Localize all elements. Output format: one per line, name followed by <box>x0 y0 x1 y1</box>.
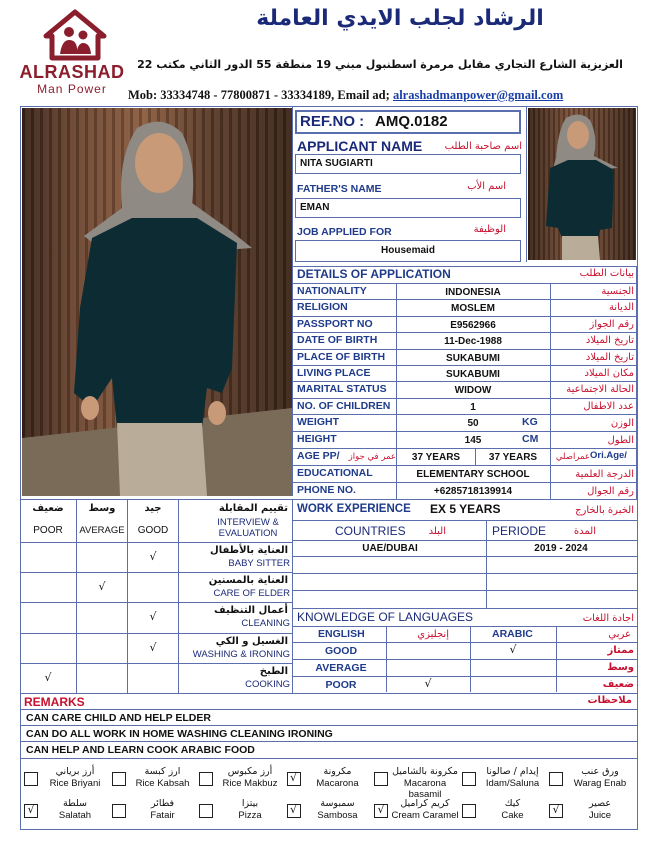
food-label-ar: كيك <box>504 798 521 809</box>
food-checkbox[interactable] <box>374 772 388 786</box>
food-label: Cake <box>501 810 524 821</box>
good-check: √ <box>149 610 157 624</box>
row-divider <box>293 659 637 660</box>
detail-label-ar: الديانة <box>608 302 634 314</box>
row-divider <box>293 316 637 317</box>
food-label: Macarona basamil <box>403 778 447 800</box>
food-label-ar: سلطة <box>63 798 87 809</box>
phone-value: +6285718139914 <box>433 486 513 497</box>
period-label-ar: المدة <box>573 526 596 537</box>
food-checkbox[interactable] <box>24 772 38 786</box>
applicant-full-photo <box>22 108 292 496</box>
food-checkbox[interactable] <box>112 772 126 786</box>
detail-label-ar: تاريخ الميلاد <box>585 335 634 347</box>
food-label-ar: أرز مكبوس <box>227 766 273 777</box>
food-label-ar: ارز كبسة <box>144 766 181 777</box>
period-label: PERIODE <box>492 524 547 538</box>
remarks-line-1: CAN CARE CHILD AND HELP ELDER <box>26 712 211 724</box>
food-label: Rice Kabsah <box>135 778 190 789</box>
english-level-check: √ <box>424 677 432 690</box>
job-label-ar: الوظيفة <box>473 224 506 235</box>
remarks-line-3: CAN HELP AND LEARN COOK ARABIC FOOD <box>26 744 255 756</box>
phone-label: PHONE NO. <box>297 484 356 496</box>
food-checkbox[interactable] <box>462 804 476 818</box>
food-checkbox[interactable] <box>199 772 213 786</box>
applicant-name-label: APPLICANT NAME <box>297 138 423 154</box>
evaluation-label-ar: تقييم المقابلة <box>218 503 288 514</box>
food-label: Salatah <box>58 810 92 821</box>
detail-label: RELIGION <box>297 301 348 314</box>
food-label-ar: كريم كراميل <box>400 798 450 809</box>
average-label-ar: وسط <box>88 503 116 514</box>
food-label: Warag Enab <box>573 778 627 789</box>
food-label: Idam/Saluna <box>485 778 540 789</box>
detail-label: NO. OF CHILDREN <box>297 399 391 412</box>
language-level-ar: وسط <box>607 662 634 673</box>
detail-value: 11-Dec-1988 <box>444 336 502 348</box>
good-check: √ <box>149 640 157 654</box>
food-label-ar: أرز برياني <box>55 766 95 777</box>
age-orig-label-ar: عمراصلي <box>555 452 590 462</box>
food-label-ar: ورق عنب <box>581 766 619 777</box>
work-experience-label: WORK EXPERIENCE <box>297 503 411 515</box>
details-header-ar: بيانات الطلب <box>579 268 634 279</box>
row-divider <box>20 572 293 573</box>
detail-label: PASSPORT NO <box>297 317 373 330</box>
average-check: √ <box>98 580 106 594</box>
education-label: EDUCATIONAL <box>297 467 373 479</box>
row-divider <box>20 602 293 603</box>
countries-label: COUNTRIES <box>335 524 406 538</box>
detail-label-ar: رقم الجواز <box>589 318 634 330</box>
poor-check: √ <box>44 670 52 684</box>
language-level-label: POOR <box>325 679 357 691</box>
age-label-ar: عمر في جواز <box>348 452 396 462</box>
applicant-small-photo <box>528 108 636 260</box>
skill-label-ar: العناية بالمسنين <box>208 575 288 587</box>
food-label: Cream Caramel <box>391 810 459 821</box>
skill-label-ar: الغسيل و الكي <box>215 635 288 647</box>
age-orig-value: 37 YEARS <box>488 452 538 463</box>
food-checkbox[interactable] <box>462 772 476 786</box>
english-label-ar: إنجليزي <box>417 629 449 640</box>
company-title-ar: الرشاد لجلب الايدي العاملة <box>256 6 544 31</box>
age-label: AGE PP/ <box>297 450 340 462</box>
education-value: ELEMENTARY SCHOOL <box>416 469 530 480</box>
skill-label: COOKING <box>245 678 290 690</box>
ref-value: AMQ.0182 <box>375 113 448 130</box>
weight-value: 50 <box>467 418 479 429</box>
applicant-name-label-ar: اسم صاحبة الطلب <box>444 141 522 152</box>
languages-header: KNOWLEDGE OF LANGUAGES <box>297 610 474 624</box>
detail-value: E9562966 <box>450 319 496 331</box>
height-label: HEIGHT <box>297 433 337 445</box>
language-level-ar: ممتاز <box>607 645 634 656</box>
food-checkbox[interactable] <box>549 772 563 786</box>
skill-label: CARE OF ELDER <box>213 588 290 600</box>
evaluation-label: INTERVIEW & EVALUATION <box>217 517 279 539</box>
poor-label-ar: ضعيف <box>32 503 64 514</box>
row-divider <box>20 663 293 664</box>
food-checkbox[interactable] <box>112 804 126 818</box>
good-label: GOOD <box>137 525 169 536</box>
food-label-ar: عصير <box>588 798 611 809</box>
logo-text: ALRASHAD <box>19 62 125 82</box>
weight-unit: KG <box>522 416 538 428</box>
food-label: Juice <box>588 810 612 821</box>
job-value: Housemaid <box>381 245 435 256</box>
contact-email[interactable]: alrashadmanpower@gmail.com <box>392 88 564 102</box>
detail-label: LIVING PLACE <box>297 367 371 379</box>
language-level-label: AVERAGE <box>315 662 367 674</box>
arabic-level-check: √ <box>509 643 517 656</box>
details-header: DETAILS OF APPLICATION <box>297 267 451 281</box>
detail-label: MARITAL STATUS <box>297 383 387 396</box>
weight-label: WEIGHT <box>297 416 339 428</box>
detail-label-ar: تاريخ الميلاد <box>585 351 634 363</box>
row-divider <box>293 332 637 333</box>
row-divider <box>293 676 637 677</box>
food-label: Fatair <box>150 810 175 821</box>
father-name-label: FATHER'S NAME <box>297 183 382 195</box>
father-name-label-ar: اسم الأب <box>467 181 506 192</box>
food-label: Pizza <box>238 810 262 821</box>
detail-label-ar: عدد الاطفال <box>583 400 634 412</box>
detail-label: DATE OF BIRTH <box>297 334 378 347</box>
person-figure <box>22 108 292 496</box>
education-label-ar: الدرجة العلمية <box>575 469 634 480</box>
age-pp-value: 37 YEARS <box>411 452 461 463</box>
work-experience-label-ar: الخبرة بالخارج <box>575 505 634 516</box>
remarks-label-ar: ملاحظات <box>587 695 632 706</box>
detail-value: INDONESIA <box>445 287 501 298</box>
work-experience-value: EX 5 YEARS <box>430 502 501 516</box>
contact-line <box>128 88 658 103</box>
detail-value: MOSLEM <box>451 303 495 315</box>
food-label-ar: إيدام / صالونا <box>486 766 539 777</box>
remarks-line-2: CAN DO ALL WORK IN HOME WASHING CLEANING IRONING <box>26 728 333 740</box>
detail-label: NATIONALITY <box>297 285 367 297</box>
food-check-mark: √ <box>377 803 385 816</box>
food-label: Rice Briyani <box>49 778 101 789</box>
phone-label-ar: رقم الجوال <box>587 486 634 497</box>
detail-label: PLACE OF BIRTH <box>297 350 386 363</box>
arabic-label-ar: عربي <box>608 629 631 640</box>
food-label-ar: سمبوسة <box>320 798 355 809</box>
row-divider <box>293 365 637 366</box>
food-label-ar: مكرونة <box>323 766 352 777</box>
logo-subtext: Man Power <box>37 82 107 96</box>
food-label-ar: مكرونة بالشاميل <box>392 766 458 777</box>
language-level-ar: ضعيف <box>602 679 634 690</box>
average-label: AVERAGE <box>79 525 125 536</box>
detail-value: 1 <box>470 401 476 413</box>
good-label-ar: جيد <box>144 503 162 514</box>
skill-label-ar: الطبخ <box>259 665 288 677</box>
detail-label-ar: الحالة الاجتماعية <box>566 384 634 396</box>
language-level-label: GOOD <box>324 645 358 657</box>
skill-label: CLEANING <box>241 618 290 630</box>
food-check-mark: √ <box>289 803 297 816</box>
contact-phones: Mob: 33334748 - 77800871 - 33334189, Email ad; <box>128 88 393 102</box>
food-checkbox[interactable] <box>199 804 213 818</box>
countries-label-ar: البلد <box>428 526 446 537</box>
remarks-label: REMARKS <box>24 695 85 709</box>
detail-value: SUKABUMI <box>446 352 500 364</box>
english-label: ENGLISH <box>318 628 365 640</box>
detail-value: SUKABUMI <box>446 369 500 380</box>
food-label-ar: فطائر <box>150 798 175 809</box>
father-name-value: EMAN <box>300 202 330 213</box>
house-people-icon <box>40 8 110 64</box>
height-unit: CM <box>522 433 539 445</box>
skill-label: WASHING & IRONING <box>192 648 290 660</box>
poor-label: POOR <box>33 525 63 536</box>
country-value: UAE/DUBAI <box>362 543 418 554</box>
weight-label-ar: الوزن <box>610 418 634 429</box>
ref-label: REF.NO : <box>300 113 365 130</box>
detail-label-ar: الجنسية <box>601 286 634 297</box>
skill-label-ar: أعمال التنظيف <box>214 605 288 617</box>
good-check: √ <box>149 550 157 563</box>
food-label-ar: بيتزا <box>241 798 259 809</box>
food-check-mark: √ <box>289 771 297 784</box>
languages-header-ar: اجادة اللغات <box>582 613 634 624</box>
arabic-label: ARABIC <box>492 628 533 640</box>
food-label: Rice Makbuz <box>222 778 278 789</box>
row-divider <box>293 381 637 382</box>
detail-value: WIDOW <box>454 385 492 397</box>
logo <box>19 8 125 100</box>
height-value: 145 <box>464 435 482 446</box>
job-label: JOB APPLIED FOR <box>297 226 392 238</box>
row-divider <box>20 633 293 634</box>
row-divider <box>293 349 637 350</box>
applicant-name-value: NITA SUGIARTI <box>300 158 373 169</box>
food-label: Sambosa <box>317 810 358 821</box>
skill-label: BABY SITTER <box>228 558 290 569</box>
period-value: 2019 - 2024 <box>534 543 588 554</box>
row-divider <box>293 398 637 399</box>
food-check-mark: √ <box>27 803 35 816</box>
company-address-ar: العزيزية الشارع التجاري مقابل مرمرة اسطنبول مبني 19 منطقة 55 الدور الثاني مكتب 22 <box>137 58 623 71</box>
food-check-mark: √ <box>552 803 560 816</box>
skill-label-ar: العناية بالأطفال <box>210 545 288 556</box>
age-orig-label: Ori.Age/ <box>590 450 627 461</box>
food-label: Macarona <box>316 778 359 789</box>
detail-label-ar: مكان الميلاد <box>584 368 634 379</box>
row-divider <box>293 299 637 300</box>
height-label-ar: الطول <box>607 435 634 446</box>
